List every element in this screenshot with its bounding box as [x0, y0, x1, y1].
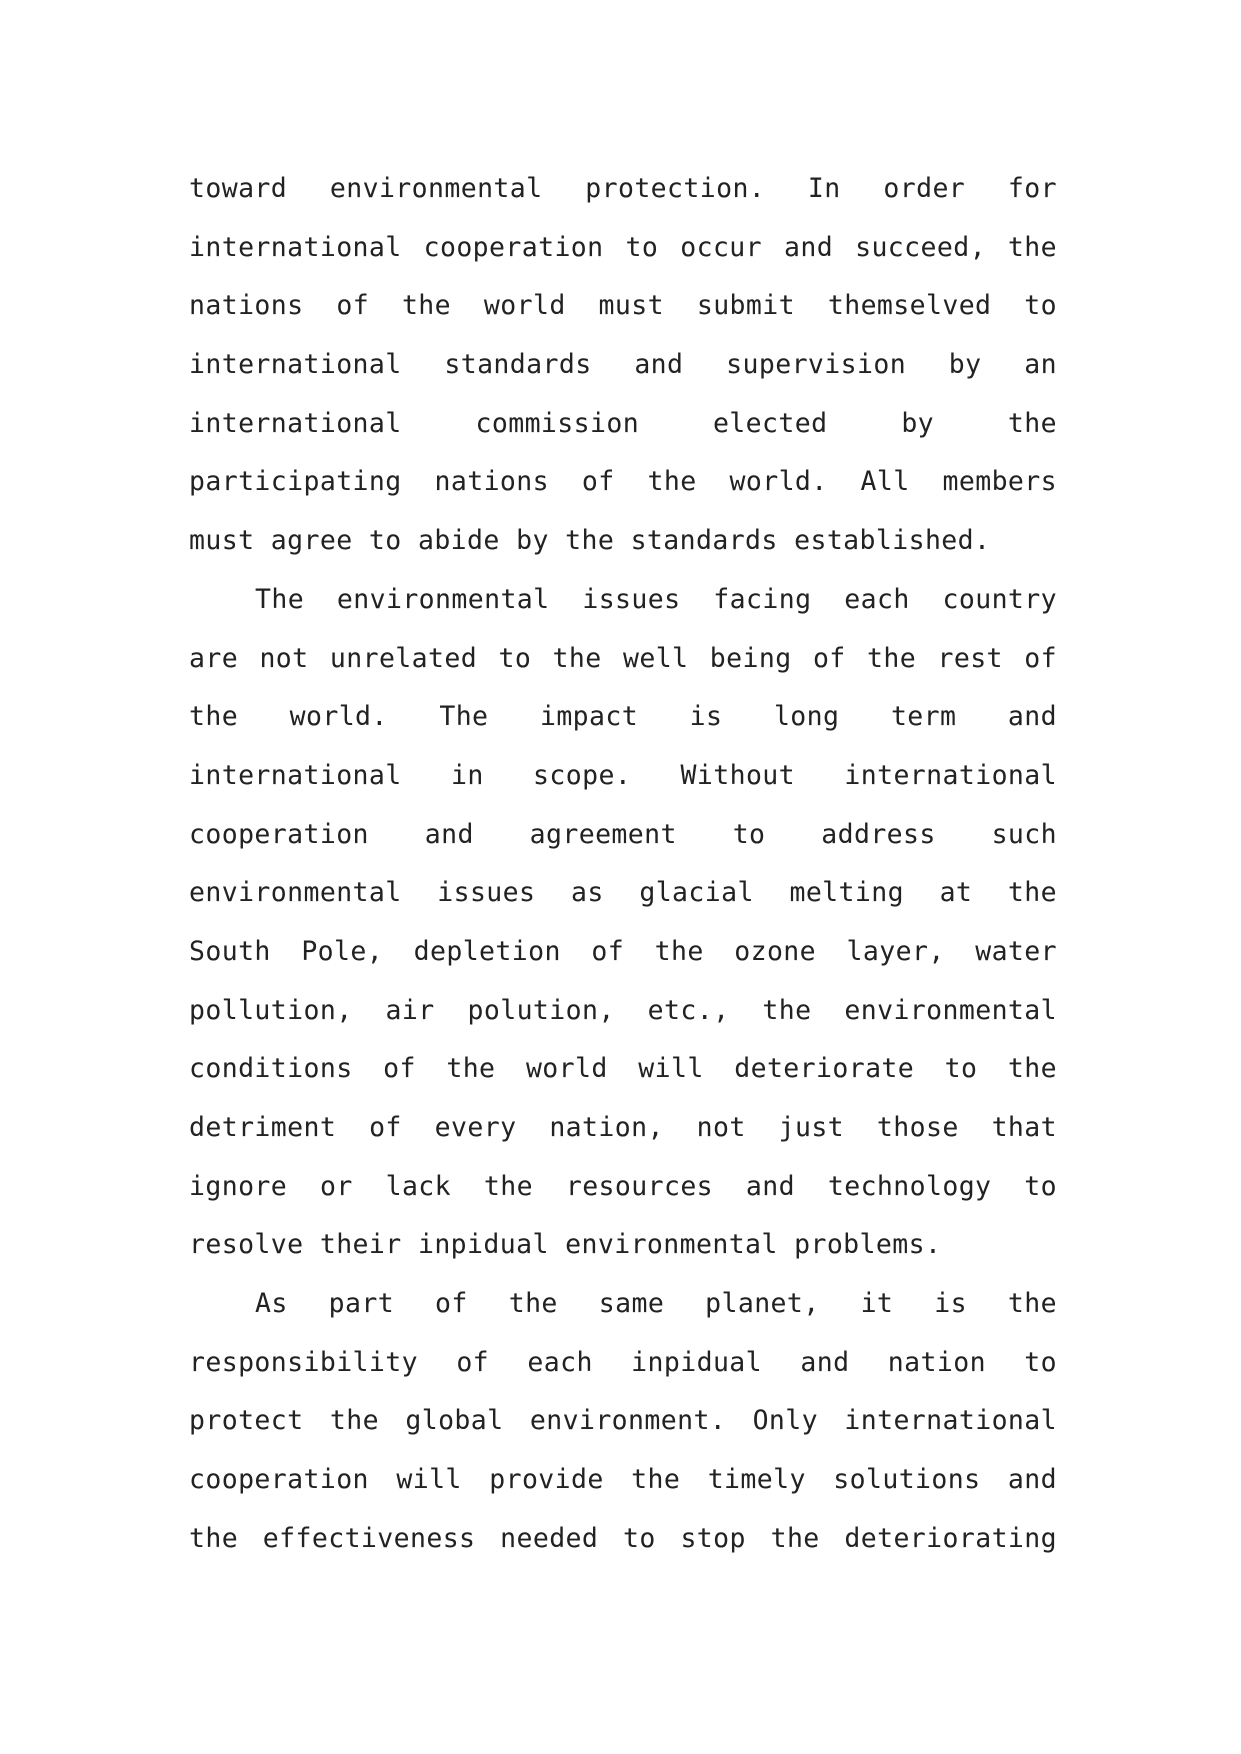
body-text [189, 160, 1057, 1569]
text-line: international in scope. Without international [189, 759, 1057, 791]
text-line: cooperation will provide the timely solutions and [189, 1464, 1057, 1496]
text-line: international commission elected by the [189, 407, 1057, 439]
text-line: conditions of the world will deteriorate to the [189, 1053, 1057, 1085]
text-line: resolve their inpidual environmental problems. [189, 1229, 942, 1261]
text-line: detriment of every nation, not just those that [189, 1112, 1057, 1143]
text-line: participating nations of the world. All members [189, 466, 1057, 498]
text-line: As part of the same planet, it is the [255, 1288, 1057, 1320]
paragraph-3 [189, 1275, 1057, 1568]
text-line: international standards and supervision by an [189, 349, 1057, 381]
text-line: pollution, air polution, etc., the environmental [189, 994, 1057, 1026]
text-line: protect the global environment. Only international [189, 1405, 1057, 1437]
paragraph-2 [189, 571, 1057, 1275]
text-line: the world. The impact is long term and [189, 701, 1057, 733]
text-line: South Pole, depletion of the ozone layer, water [189, 935, 1057, 967]
text-line: cooperation and agreement to address such [189, 818, 1057, 850]
text-line: the effectiveness needed to stop the deteriorating [189, 1522, 1057, 1554]
text-line: ignore or lack the resources and technology to [189, 1170, 1057, 1202]
text-line: international cooperation to occur and succeed, the [189, 231, 1057, 263]
text-line: must agree to abide by the standards established. [189, 525, 991, 557]
text-line: environmental issues as glacial melting at the [189, 877, 1057, 909]
text-line: responsibility of each inpidual and nation to [189, 1346, 1057, 1378]
text-line: nations of the world must submit themselved to [189, 290, 1057, 322]
text-line: are not unrelated to the well being of the rest of [189, 642, 1057, 674]
paragraph-1 [189, 160, 1057, 571]
text-line: The environmental issues facing each country [255, 583, 1057, 615]
text-line: toward environmental protection. In order for [189, 173, 1057, 204]
